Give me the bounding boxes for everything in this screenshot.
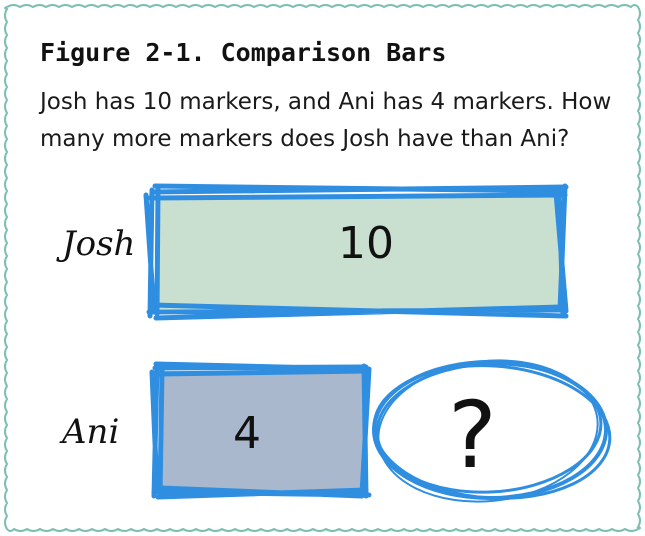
josh-label: Josh [62,224,136,264]
josh-value: 10 [338,218,394,269]
figure-title: Figure 2-1. Comparison Bars [40,38,447,67]
word-problem-text: Josh has 10 markers, and Ani has 4 markers. How many more markers does Josh have than Ani? [40,89,612,152]
ani-label: Ani [62,412,120,452]
question-mark: ? [448,382,497,489]
ani-value: 4 [233,408,261,459]
